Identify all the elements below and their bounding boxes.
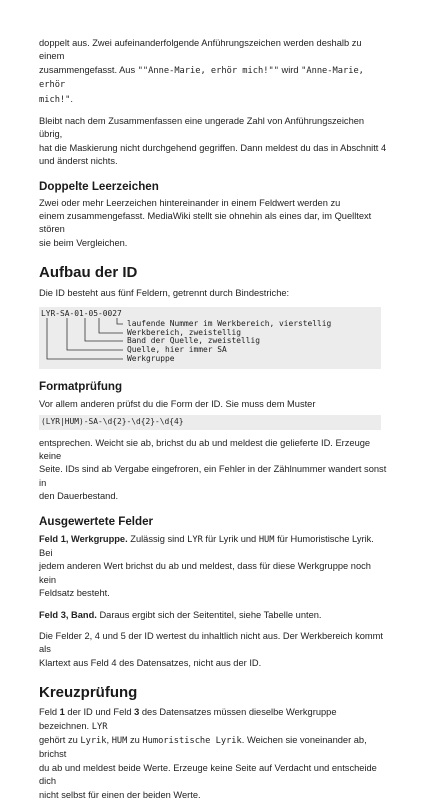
text: gehört zu: [39, 735, 81, 745]
diagram-label: Quelle, hier immer SA: [127, 344, 227, 354]
aufbau-intro: Die ID besteht aus fünf Feldern, getrennt durch Bindestriche:: [39, 288, 290, 299]
bold-text: 3: [134, 707, 140, 718]
text: zu: [127, 735, 143, 745]
feld-3-paragraph: [39, 609, 388, 622]
intro-paragraph-2: [39, 115, 388, 169]
text: Seite. IDs sind ab Vergabe eingefroren, ein Fehler in der Zählnummer wandert sonst in: [39, 464, 387, 488]
text: .: [70, 93, 73, 104]
heading-kreuzpruefung: Kreuzprüfung: [39, 684, 138, 702]
inline-code: HUM: [258, 534, 275, 545]
text: einem zusammengefasst. MediaWiki stellt sie ohnehin als eines dar, im Quelltext stören: [39, 211, 372, 235]
id-pattern-code: (LYR|HUM)-SA-\d{2}-\d{2}-\d{4}: [39, 415, 381, 429]
inline-code: Humoristische Lyrik: [142, 736, 242, 746]
diagram-label: Werkgruppe: [127, 353, 175, 363]
text: doppelt aus. Zwei aufeinanderfolgende Anführungszeichen werden deshalb zu einem: [39, 38, 362, 62]
text: entsprechen. Weicht sie ab, brichst du ab und meldest die gelieferte ID. Erzeuge keine: [39, 437, 371, 461]
text: nicht selbst für einen der beiden Werte.: [39, 789, 201, 800]
inline-code: HUM: [111, 736, 128, 746]
diagram-label: Werkbereich, zweistellig: [127, 327, 242, 337]
text: du ab und meldest beide Werte. Erzeuge keine Seite auf Verdacht und entscheide dich: [39, 762, 377, 787]
text: Zwei oder mehr Leerzeichen hintereinander in einem Feldwert werden zu: [39, 197, 341, 208]
inline-code: "Anne-Marie, erhör: [39, 65, 364, 91]
diagram-label: laufende Nummer im Werkbereich, vierstellig: [127, 318, 332, 328]
feld-1-paragraph: [39, 533, 388, 601]
kreuz-paragraph: [39, 706, 388, 802]
heading-doppelte-leerzeichen: Doppelte Leerzeichen: [39, 179, 159, 193]
heading-formatpruefung: Formatprüfung: [39, 379, 123, 393]
text: Klartext aus Feld 4 des Datensatzes, nicht aus der ID.: [39, 657, 262, 668]
format-intro: Vor allem anderen prüfst du die Form der ID. Sie muss dem Muster: [39, 398, 316, 409]
text: Bleibt nach dem Zusammenfassen eine ungerade Zahl von Anführungszeichen übrig,: [39, 116, 365, 140]
doppelte-paragraph: [39, 197, 388, 251]
bold-label: Feld 3, Band.: [39, 609, 97, 620]
intro-paragraph-1: [39, 37, 388, 107]
id-example: LYR-SA-01-05-0027: [41, 308, 122, 318]
inline-code: ""Anne-Marie, erhör mich!"": [137, 65, 279, 76]
text: und änderst nichts.: [39, 156, 118, 167]
diagram-label: Band der Quelle, zweistellig: [127, 335, 261, 345]
text: Feldsatz besteht.: [39, 588, 110, 599]
text: sie beim Vergleichen.: [39, 237, 128, 248]
bold-label: Feld 1, Werkgruppe.: [39, 533, 128, 544]
text: Feld: [39, 707, 60, 718]
text: für Lyrik und: [202, 533, 259, 544]
text: wird: [278, 64, 302, 75]
text: Zulässig sind: [127, 533, 188, 544]
inline-code: LYR: [91, 721, 108, 732]
text: der ID und Feld: [64, 707, 135, 718]
text: für Humoristische Lyrik. Bei: [39, 533, 374, 558]
text: Die Felder 2, 4 und 5 der ID wertest du inhaltlich nicht aus. Der Werkbereich kommt als: [39, 630, 383, 655]
id-structure-diagram: [39, 307, 381, 369]
text: zusammengefasst. Aus: [39, 64, 138, 75]
text: des Datensatzes müssen dieselbe Werkgruppe bezeichnen.: [39, 707, 337, 731]
text: hat die Maskierung nicht durchgehend gegriffen. Dann meldest du das in Abschnitt 4: [39, 142, 387, 153]
text: Daraus ergibt sich der Seitentitel, siehe Tabelle unten.: [96, 609, 322, 620]
text: . Weichen sie voneinander ab, brichst: [39, 735, 367, 760]
text: jedem anderen Wert brichst du ab und meldest, dass für diese Werkgruppe noch kein: [39, 561, 371, 585]
inline-code: mich!": [39, 94, 71, 105]
inline-code: Lyrik: [80, 736, 107, 746]
inline-code: LYR: [187, 534, 203, 545]
heading-ausgewertete-felder: Ausgewertete Felder: [39, 514, 154, 528]
format-paragraph: [39, 437, 388, 504]
text: den Dauerbestand.: [39, 491, 119, 502]
felder-2-4-5-paragraph: [39, 630, 388, 670]
text: ,: [106, 735, 112, 745]
bold-text: 1: [59, 707, 65, 718]
heading-aufbau-der-id: Aufbau der ID: [39, 264, 138, 282]
